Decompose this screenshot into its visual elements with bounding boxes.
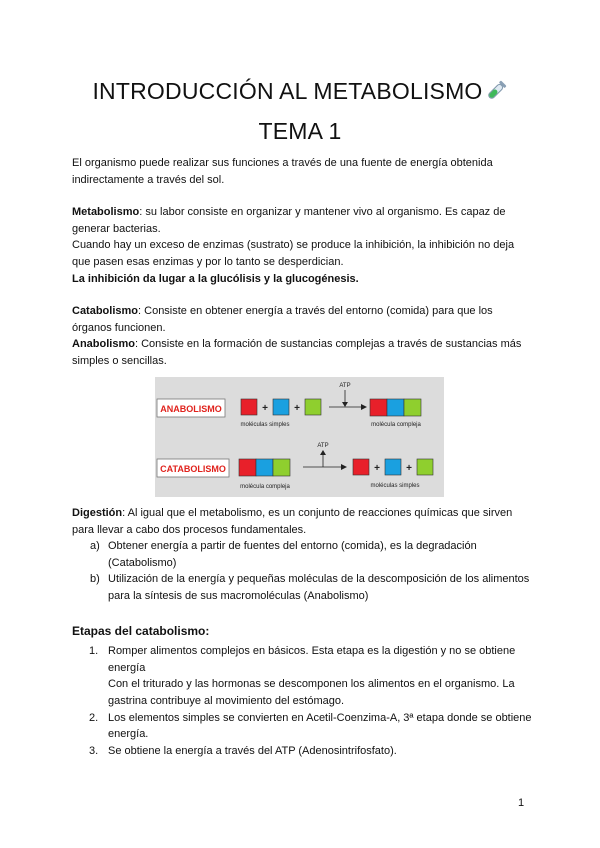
- anabolismo-catabolismo-diagram: [155, 377, 444, 497]
- red-molecule: [241, 399, 257, 415]
- atp-label: ATP: [317, 443, 329, 449]
- red-molecule: [353, 459, 369, 475]
- digestion-text: : Al igual que el metabolismo, es un conjunto de reacciones químicas que sirven para llevar a cabo dos procesos fundamentales.: [72, 507, 513, 536]
- catabolismo-label: CATABOLISMO: [160, 464, 226, 474]
- plus-sign: +: [406, 463, 412, 474]
- atp-arrowhead: [320, 450, 326, 455]
- anabolismo-label: ANABOLISMO: [160, 404, 222, 414]
- atp-label: ATP: [339, 383, 351, 389]
- molecula-compleja-label: molécula compleja: [371, 422, 421, 428]
- document-subtitle: TEMA 1: [258, 118, 342, 144]
- digestion-definition: [72, 505, 532, 538]
- plus-sign: +: [262, 403, 268, 414]
- list-item: b) Utilización de la energía y pequeñas moléculas de la descomposición de los alimentos para la síntesis de sus macromoléculas (Anabolismo): [90, 573, 530, 602]
- blue-molecule: [385, 459, 401, 475]
- test-tube-icon: [484, 80, 508, 108]
- blue-molecule: [256, 459, 273, 476]
- green-molecule: [273, 459, 290, 476]
- intro-paragraph: El organismo puede realizar sus funciones a través de una fuente de energía obtenida indirectamente a través del sol.: [72, 157, 493, 186]
- green-molecule: [305, 399, 321, 415]
- glucolisis-paragraph: La inhibición da lugar a la glucólisis y la glucogénesis.: [72, 272, 359, 285]
- plus-sign: +: [294, 403, 300, 414]
- digestion-term: Digestión: [72, 507, 123, 519]
- list-item: 3. Se obtiene la energía a través del ATP (Adenosintrifosfato).: [89, 744, 397, 757]
- blue-molecule: [387, 399, 404, 416]
- anabolismo-definition: [72, 336, 532, 369]
- reaction-arrowhead: [341, 464, 347, 470]
- moleculas-simples-label: moléculas simples: [370, 483, 420, 489]
- page-number: 1: [518, 797, 525, 809]
- inhibicion-paragraph: Cuando hay un exceso de enzimas (sustrato) se produce la inhibición, la inhibición no deja que pasen esas enzimas y por lo tanto se desperdician.: [72, 239, 515, 268]
- etapas-heading: Etapas del catabolismo:: [72, 623, 210, 638]
- metabolismo-definition: [72, 204, 532, 237]
- content-bottom: [72, 505, 532, 759]
- green-molecule: [417, 459, 433, 475]
- anabolismo-text: : Consiste en la formación de sustancias complejas a través de sustancias más simples o sencillas.: [72, 338, 522, 367]
- catabolismo-term: Catabolismo: [72, 305, 139, 318]
- list-item: 2. Los elementos simples se convierten en Acetil-Coenzima-A, 3ª etapa donde se obtiene energía.: [89, 711, 532, 741]
- catabolismo-text: : Consiste en obtener energía a través del entorno (comida) para que los órganos funcionen.: [72, 305, 493, 334]
- document-title: INTRODUCCIÓN AL METABOLISMO: [0, 78, 600, 108]
- list-item: 1. Romper alimentos complejos en básicos. Esta etapa es la digestión y no se obtiene energía Con el triturado y las hormonas se descomponen los alimentos en el organismo. La gastrina contribuye al movimiento del estómago.: [89, 645, 516, 707]
- moleculas-simples-label: moléculas simples: [240, 422, 290, 428]
- red-molecule: [370, 399, 387, 416]
- catabolismo-definition: [72, 303, 532, 336]
- red-molecule: [239, 459, 256, 476]
- metabolismo-term: Metabolismo: [72, 206, 140, 219]
- metabolismo-text: : su labor consiste en organizar y mantener vivo al organismo. Es capaz de generar bacterias.: [72, 206, 506, 235]
- plus-sign: +: [374, 463, 380, 474]
- molecula-compleja-label: molécula compleja: [240, 484, 290, 490]
- anabolismo-term: Anabolismo: [72, 338, 135, 351]
- atp-arrowhead: [342, 402, 348, 407]
- green-molecule: [404, 399, 421, 416]
- reaction-arrowhead: [361, 404, 367, 410]
- content-top: [72, 155, 532, 370]
- blue-molecule: [273, 399, 289, 415]
- list-item: a) Obtener energía a partir de fuentes del entorno (comida), es la degradación (Catabolismo): [90, 540, 477, 569]
